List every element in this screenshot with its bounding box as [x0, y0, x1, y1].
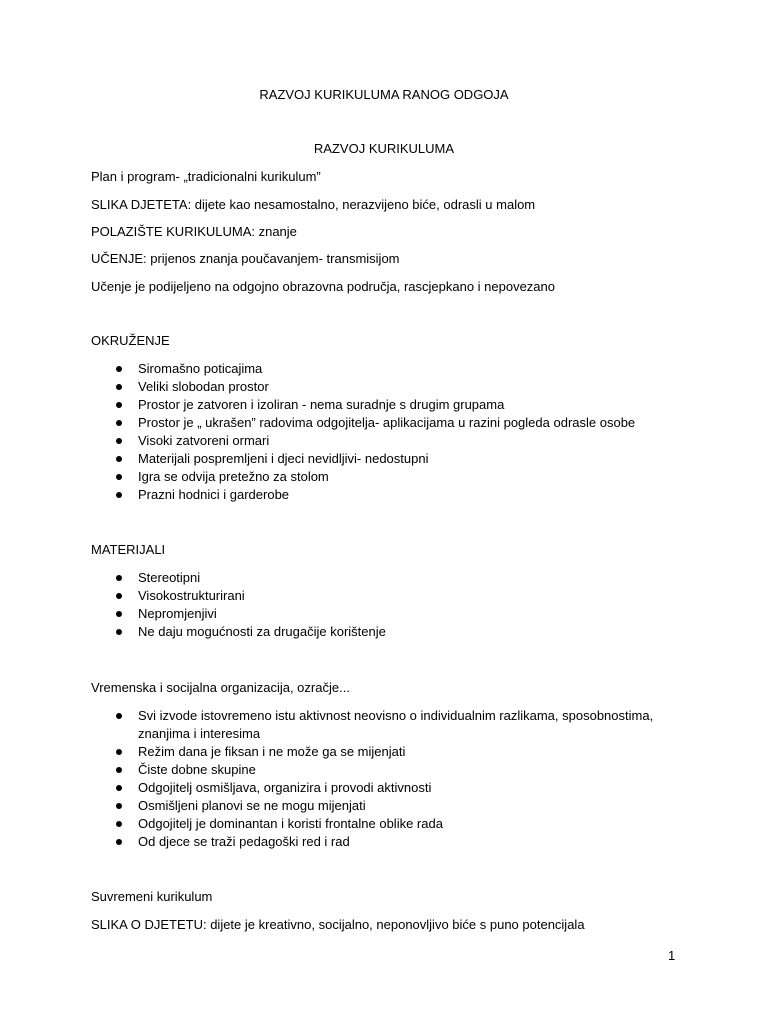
materijali-heading: MATERIJALI — [91, 542, 166, 557]
list-item: Stereotipni — [112, 569, 712, 587]
list-item: Osmišljeni planovi se ne mogu mijenjati — [112, 797, 712, 815]
list-item: Prazni hodnici i garderobe — [112, 486, 712, 504]
intro-line-polaziste: POLAZIŠTE KURIKULUMA: znanje — [91, 224, 297, 239]
okruzenje-list — [112, 360, 712, 504]
organizacija-heading: Vremenska i socijalna organizacija, ozračje... — [91, 680, 350, 695]
materijali-list — [112, 569, 712, 641]
list-item: Igra se odvija pretežno za stolom — [112, 468, 712, 486]
list-item: Prostor je zatvoren i izoliran - nema suradnje s drugim grupama — [112, 396, 712, 414]
list-item: Prostor je „ ukrašen” radovima odgojitelja- aplikacijama u razini pogleda odrasle osobe — [112, 414, 712, 432]
list-item: Visokostrukturirani — [112, 587, 712, 605]
list-item: Materijali pospremljeni i djeci nevidljivi- nedostupni — [112, 450, 712, 468]
intro-line-plan: Plan i program- „tradicionalni kurikulum” — [91, 169, 321, 184]
organizacija-list — [112, 707, 712, 851]
list-item: Svi izvode istovremeno istu aktivnost neovisno o individualnim razlikama, sposobnostima, znanjima i interesima — [112, 707, 698, 743]
list-item: Režim dana je fiksan i ne može ga se mijenjati — [112, 743, 712, 761]
list-item: Nepromjenjivi — [112, 605, 712, 623]
intro-line-ucenje: UČENJE: prijenos znanja poučavanjem- transmisijom — [91, 251, 400, 266]
list-item: Ne daju mogućnosti za drugačije korištenje — [112, 623, 712, 641]
intro-line-podjela: Učenje je podijeljeno na odgojno obrazovna područja, rascjepkano i nepovezano — [91, 279, 555, 294]
section-title: RAZVOJ KURIKULUMA — [313, 141, 455, 156]
list-item: Visoki zatvoreni ormari — [112, 432, 712, 450]
suvremeni-heading: Suvremeni kurikulum — [91, 889, 213, 904]
list-item: Odgojitelj je dominantan i koristi frontalne oblike rada — [112, 815, 712, 833]
intro-line-slika: SLIKA DJETETA: dijete kao nesamostalno, nerazvijeno biće, odrasli u malom — [91, 197, 536, 212]
page-number: 1 — [668, 948, 676, 963]
document-title: RAZVOJ KURIKULUMA RANOG ODGOJA — [259, 87, 509, 102]
suvremeni-slika-line: SLIKA O DJETETU: dijete je kreativno, socijalno, neponovljivo biće s puno potencijala — [91, 917, 585, 932]
okruzenje-heading: OKRUŽENJE — [91, 333, 170, 348]
list-item: Od djece se traži pedagoški red i rad — [112, 833, 712, 851]
list-item: Veliki slobodan prostor — [112, 378, 712, 396]
list-item: Čiste dobne skupine — [112, 761, 712, 779]
list-item: Odgojitelj osmišljava, organizira i provodi aktivnosti — [112, 779, 712, 797]
list-item: Siromašno poticajima — [112, 360, 712, 378]
